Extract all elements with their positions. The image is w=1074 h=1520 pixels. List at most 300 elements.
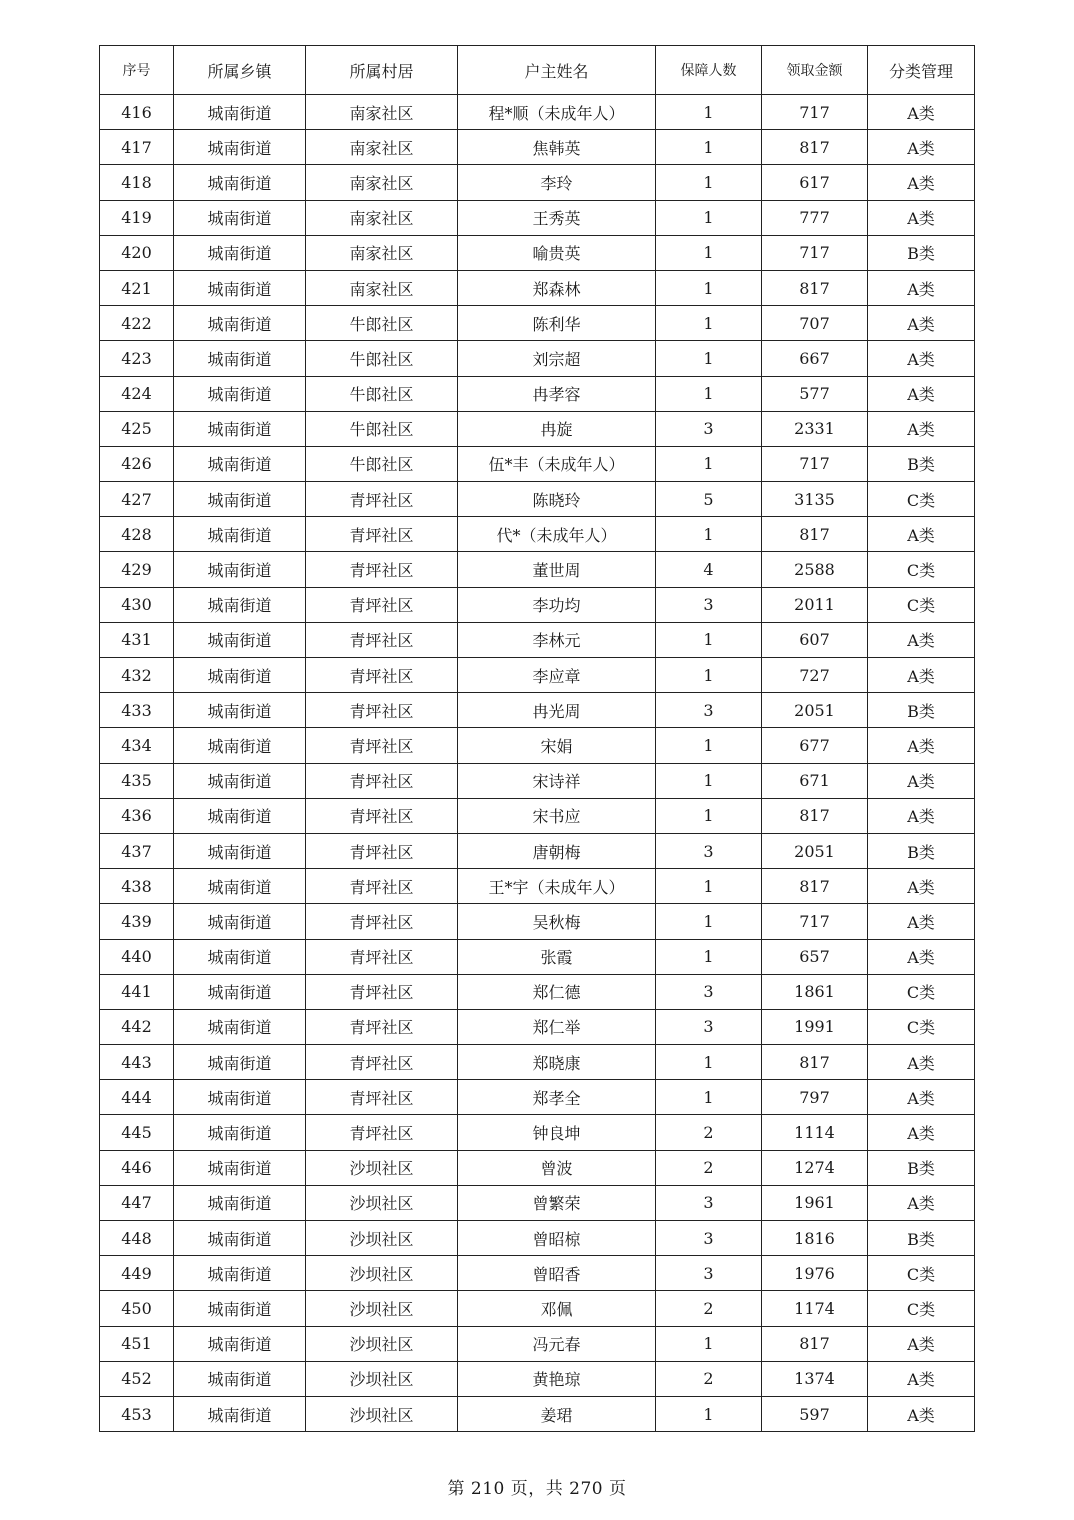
cell-township: 城南街道 <box>174 1291 306 1326</box>
cell-category: B类 <box>868 693 975 728</box>
cell-serial: 450 <box>100 1291 174 1326</box>
table-row <box>100 974 975 1009</box>
cell-village: 青坪社区 <box>306 587 458 622</box>
cell-covered-persons: 1 <box>656 728 762 763</box>
cell-village: 沙坝社区 <box>306 1361 458 1396</box>
col-header-village: 所属村居 <box>306 46 458 95</box>
cell-serial: 442 <box>100 1009 174 1044</box>
header-row <box>100 46 975 95</box>
table-row <box>100 446 975 481</box>
table-row <box>100 341 975 376</box>
cell-category: A类 <box>868 763 975 798</box>
table-row <box>100 270 975 305</box>
cell-covered-persons: 2 <box>656 1291 762 1326</box>
cell-township: 城南街道 <box>174 763 306 798</box>
cell-covered-persons: 3 <box>656 411 762 446</box>
cell-covered-persons: 3 <box>656 1009 762 1044</box>
cell-category: C类 <box>868 482 975 517</box>
cell-village: 牛郎社区 <box>306 446 458 481</box>
cell-township: 城南街道 <box>174 1256 306 1291</box>
cell-category: A类 <box>868 622 975 657</box>
table-row <box>100 376 975 411</box>
cell-village: 牛郎社区 <box>306 376 458 411</box>
cell-amount: 607 <box>762 622 868 657</box>
cell-amount: 717 <box>762 446 868 481</box>
cell-category: A类 <box>868 376 975 411</box>
table-row <box>100 833 975 868</box>
cell-village: 沙坝社区 <box>306 1150 458 1185</box>
cell-amount: 727 <box>762 658 868 693</box>
cell-serial: 416 <box>100 95 174 130</box>
cell-category: A类 <box>868 165 975 200</box>
table-row <box>100 1256 975 1291</box>
cell-village: 沙坝社区 <box>306 1396 458 1431</box>
table-row <box>100 130 975 165</box>
cell-village: 青坪社区 <box>306 869 458 904</box>
col-header-serial: 序号 <box>100 46 174 95</box>
cell-village: 牛郎社区 <box>306 411 458 446</box>
cell-householder: 郑仁德 <box>458 974 656 1009</box>
table-body <box>100 95 975 1432</box>
cell-amount: 597 <box>762 1396 868 1431</box>
cell-township: 城南街道 <box>174 235 306 270</box>
cell-householder: 伍*丰（未成年人） <box>458 446 656 481</box>
cell-serial: 436 <box>100 798 174 833</box>
cell-category: A类 <box>868 306 975 341</box>
cell-serial: 434 <box>100 728 174 763</box>
cell-covered-persons: 5 <box>656 482 762 517</box>
cell-village: 沙坝社区 <box>306 1256 458 1291</box>
cell-covered-persons: 1 <box>656 1326 762 1361</box>
cell-covered-persons: 1 <box>656 376 762 411</box>
cell-township: 城南街道 <box>174 552 306 587</box>
cell-township: 城南街道 <box>174 904 306 939</box>
cell-householder: 冯元春 <box>458 1326 656 1361</box>
cell-amount: 2051 <box>762 693 868 728</box>
cell-village: 青坪社区 <box>306 833 458 868</box>
cell-covered-persons: 1 <box>656 235 762 270</box>
cell-covered-persons: 1 <box>656 446 762 481</box>
cell-serial: 423 <box>100 341 174 376</box>
cell-covered-persons: 1 <box>656 270 762 305</box>
cell-amount: 2331 <box>762 411 868 446</box>
cell-serial: 429 <box>100 552 174 587</box>
cell-covered-persons: 1 <box>656 1045 762 1080</box>
cell-covered-persons: 3 <box>656 1256 762 1291</box>
col-header-township: 所属乡镇 <box>174 46 306 95</box>
col-header-category: 分类管理 <box>868 46 975 95</box>
table-row <box>100 1115 975 1150</box>
cell-householder: 喻贵英 <box>458 235 656 270</box>
cell-amount: 3135 <box>762 482 868 517</box>
table-row <box>100 1361 975 1396</box>
table-row <box>100 165 975 200</box>
cell-township: 城南街道 <box>174 974 306 1009</box>
cell-householder: 李功均 <box>458 587 656 622</box>
cell-category: A类 <box>868 1361 975 1396</box>
table-row <box>100 904 975 939</box>
cell-village: 青坪社区 <box>306 763 458 798</box>
cell-township: 城南街道 <box>174 1396 306 1431</box>
table-row <box>100 658 975 693</box>
table-row <box>100 1291 975 1326</box>
cell-amount: 817 <box>762 1045 868 1080</box>
cell-amount: 1374 <box>762 1361 868 1396</box>
cell-amount: 577 <box>762 376 868 411</box>
cell-township: 城南街道 <box>174 1045 306 1080</box>
cell-amount: 707 <box>762 306 868 341</box>
cell-amount: 817 <box>762 130 868 165</box>
cell-householder: 郑仁举 <box>458 1009 656 1044</box>
cell-householder: 张霞 <box>458 939 656 974</box>
cell-householder: 曾繁荣 <box>458 1185 656 1220</box>
cell-covered-persons: 3 <box>656 1221 762 1256</box>
cell-householder: 程*顺（未成年人） <box>458 95 656 130</box>
cell-householder: 宋诗祥 <box>458 763 656 798</box>
cell-township: 城南街道 <box>174 1326 306 1361</box>
cell-amount: 717 <box>762 235 868 270</box>
cell-village: 南家社区 <box>306 270 458 305</box>
cell-serial: 433 <box>100 693 174 728</box>
cell-householder: 姜珺 <box>458 1396 656 1431</box>
cell-householder: 曾昭香 <box>458 1256 656 1291</box>
table-row <box>100 1080 975 1115</box>
cell-covered-persons: 1 <box>656 939 762 974</box>
cell-category: C类 <box>868 1291 975 1326</box>
cell-amount: 1961 <box>762 1185 868 1220</box>
table-row <box>100 306 975 341</box>
cell-covered-persons: 1 <box>656 904 762 939</box>
cell-village: 沙坝社区 <box>306 1221 458 1256</box>
cell-serial: 441 <box>100 974 174 1009</box>
cell-householder: 郑森林 <box>458 270 656 305</box>
cell-village: 南家社区 <box>306 165 458 200</box>
cell-covered-persons: 3 <box>656 974 762 1009</box>
cell-serial: 437 <box>100 833 174 868</box>
cell-covered-persons: 2 <box>656 1150 762 1185</box>
cell-amount: 1114 <box>762 1115 868 1150</box>
table-row <box>100 1150 975 1185</box>
cell-serial: 452 <box>100 1361 174 1396</box>
cell-serial: 430 <box>100 587 174 622</box>
cell-township: 城南街道 <box>174 1185 306 1220</box>
cell-township: 城南街道 <box>174 411 306 446</box>
cell-township: 城南街道 <box>174 130 306 165</box>
table-header <box>100 46 975 95</box>
col-header-amount: 领取金额 <box>762 46 868 95</box>
cell-village: 青坪社区 <box>306 939 458 974</box>
cell-householder: 宋书应 <box>458 798 656 833</box>
cell-village: 牛郎社区 <box>306 341 458 376</box>
cell-village: 青坪社区 <box>306 974 458 1009</box>
cell-serial: 440 <box>100 939 174 974</box>
cell-householder: 郑孝全 <box>458 1080 656 1115</box>
cell-amount: 2588 <box>762 552 868 587</box>
cell-township: 城南街道 <box>174 587 306 622</box>
cell-covered-persons: 1 <box>656 1396 762 1431</box>
cell-village: 南家社区 <box>306 95 458 130</box>
cell-serial: 445 <box>100 1115 174 1150</box>
cell-category: A类 <box>868 939 975 974</box>
cell-covered-persons: 1 <box>656 1080 762 1115</box>
table-row <box>100 517 975 552</box>
cell-amount: 1976 <box>762 1256 868 1291</box>
cell-serial: 439 <box>100 904 174 939</box>
cell-township: 城南街道 <box>174 869 306 904</box>
cell-amount: 1174 <box>762 1291 868 1326</box>
cell-serial: 417 <box>100 130 174 165</box>
cell-householder: 代*（未成年人） <box>458 517 656 552</box>
cell-township: 城南街道 <box>174 1150 306 1185</box>
cell-category: C类 <box>868 974 975 1009</box>
cell-serial: 451 <box>100 1326 174 1361</box>
cell-village: 青坪社区 <box>306 798 458 833</box>
table-row <box>100 200 975 235</box>
cell-village: 青坪社区 <box>306 1009 458 1044</box>
cell-serial: 428 <box>100 517 174 552</box>
cell-covered-persons: 1 <box>656 200 762 235</box>
cell-householder: 唐朝梅 <box>458 833 656 868</box>
cell-category: B类 <box>868 1221 975 1256</box>
cell-householder: 宋娟 <box>458 728 656 763</box>
cell-category: A类 <box>868 798 975 833</box>
cell-category: C类 <box>868 1009 975 1044</box>
cell-township: 城南街道 <box>174 728 306 763</box>
cell-township: 城南街道 <box>174 693 306 728</box>
table-row <box>100 763 975 798</box>
cell-serial: 426 <box>100 446 174 481</box>
cell-amount: 1816 <box>762 1221 868 1256</box>
cell-serial: 424 <box>100 376 174 411</box>
cell-township: 城南街道 <box>174 658 306 693</box>
cell-township: 城南街道 <box>174 1115 306 1150</box>
cell-amount: 2051 <box>762 833 868 868</box>
cell-category: A类 <box>868 517 975 552</box>
cell-category: A类 <box>868 1326 975 1361</box>
cell-serial: 447 <box>100 1185 174 1220</box>
cell-serial: 435 <box>100 763 174 798</box>
table-row <box>100 1221 975 1256</box>
cell-amount: 817 <box>762 517 868 552</box>
cell-village: 沙坝社区 <box>306 1326 458 1361</box>
cell-serial: 449 <box>100 1256 174 1291</box>
cell-householder: 陈晓玲 <box>458 482 656 517</box>
table-row <box>100 869 975 904</box>
cell-serial: 425 <box>100 411 174 446</box>
cell-covered-persons: 1 <box>656 763 762 798</box>
cell-householder: 钟良坤 <box>458 1115 656 1150</box>
cell-covered-persons: 1 <box>656 517 762 552</box>
cell-category: A类 <box>868 341 975 376</box>
cell-category: A类 <box>868 904 975 939</box>
cell-category: A类 <box>868 411 975 446</box>
cell-serial: 420 <box>100 235 174 270</box>
cell-householder: 董世周 <box>458 552 656 587</box>
cell-township: 城南街道 <box>174 341 306 376</box>
table-row <box>100 693 975 728</box>
cell-serial: 443 <box>100 1045 174 1080</box>
cell-village: 南家社区 <box>306 200 458 235</box>
cell-township: 城南街道 <box>174 165 306 200</box>
cell-category: A类 <box>868 728 975 763</box>
cell-township: 城南街道 <box>174 833 306 868</box>
table-row <box>100 235 975 270</box>
cell-village: 牛郎社区 <box>306 306 458 341</box>
cell-covered-persons: 2 <box>656 1361 762 1396</box>
cell-covered-persons: 3 <box>656 693 762 728</box>
cell-covered-persons: 1 <box>656 869 762 904</box>
beneficiary-table <box>99 45 975 1432</box>
cell-category: A类 <box>868 130 975 165</box>
cell-householder: 曾波 <box>458 1150 656 1185</box>
cell-amount: 817 <box>762 270 868 305</box>
cell-householder: 黄艳琼 <box>458 1361 656 1396</box>
cell-village: 青坪社区 <box>306 622 458 657</box>
cell-village: 青坪社区 <box>306 1080 458 1115</box>
cell-category: B类 <box>868 833 975 868</box>
cell-township: 城南街道 <box>174 1361 306 1396</box>
cell-category: C类 <box>868 552 975 587</box>
cell-category: A类 <box>868 1115 975 1150</box>
cell-amount: 717 <box>762 904 868 939</box>
cell-category: C类 <box>868 1256 975 1291</box>
cell-township: 城南街道 <box>174 270 306 305</box>
cell-category: A类 <box>868 1080 975 1115</box>
cell-village: 南家社区 <box>306 130 458 165</box>
cell-township: 城南街道 <box>174 939 306 974</box>
cell-amount: 817 <box>762 798 868 833</box>
cell-amount: 817 <box>762 869 868 904</box>
table-row <box>100 798 975 833</box>
cell-serial: 453 <box>100 1396 174 1431</box>
table-row <box>100 587 975 622</box>
cell-village: 青坪社区 <box>306 904 458 939</box>
cell-householder: 王*宇（未成年人） <box>458 869 656 904</box>
cell-amount: 671 <box>762 763 868 798</box>
cell-township: 城南街道 <box>174 376 306 411</box>
cell-category: A类 <box>868 1185 975 1220</box>
cell-serial: 418 <box>100 165 174 200</box>
cell-amount: 677 <box>762 728 868 763</box>
cell-township: 城南街道 <box>174 517 306 552</box>
table-row <box>100 95 975 130</box>
cell-village: 青坪社区 <box>306 552 458 587</box>
table-row <box>100 552 975 587</box>
cell-category: C类 <box>868 587 975 622</box>
cell-householder: 邓佩 <box>458 1291 656 1326</box>
cell-householder: 陈利华 <box>458 306 656 341</box>
cell-covered-persons: 2 <box>656 1115 762 1150</box>
cell-amount: 1274 <box>762 1150 868 1185</box>
cell-township: 城南街道 <box>174 798 306 833</box>
table-row <box>100 482 975 517</box>
cell-amount: 797 <box>762 1080 868 1115</box>
cell-covered-persons: 3 <box>656 1185 762 1220</box>
cell-category: A类 <box>868 200 975 235</box>
cell-township: 城南街道 <box>174 482 306 517</box>
cell-householder: 李玲 <box>458 165 656 200</box>
cell-covered-persons: 4 <box>656 552 762 587</box>
cell-householder: 郑晓康 <box>458 1045 656 1080</box>
cell-serial: 448 <box>100 1221 174 1256</box>
col-header-covered-persons: 保障人数 <box>656 46 762 95</box>
cell-village: 青坪社区 <box>306 517 458 552</box>
cell-covered-persons: 3 <box>656 833 762 868</box>
cell-householder: 冉孝容 <box>458 376 656 411</box>
cell-householder: 刘宗超 <box>458 341 656 376</box>
cell-amount: 657 <box>762 939 868 974</box>
cell-amount: 667 <box>762 341 868 376</box>
cell-village: 青坪社区 <box>306 1115 458 1150</box>
cell-category: A类 <box>868 270 975 305</box>
cell-householder: 王秀英 <box>458 200 656 235</box>
cell-serial: 427 <box>100 482 174 517</box>
cell-township: 城南街道 <box>174 1080 306 1115</box>
cell-village: 沙坝社区 <box>306 1185 458 1220</box>
cell-covered-persons: 1 <box>656 306 762 341</box>
cell-village: 青坪社区 <box>306 658 458 693</box>
table-row <box>100 1185 975 1220</box>
cell-township: 城南街道 <box>174 200 306 235</box>
cell-township: 城南街道 <box>174 622 306 657</box>
col-header-householder: 户主姓名 <box>458 46 656 95</box>
cell-village: 沙坝社区 <box>306 1291 458 1326</box>
cell-serial: 422 <box>100 306 174 341</box>
cell-serial: 419 <box>100 200 174 235</box>
cell-category: A类 <box>868 1396 975 1431</box>
cell-covered-persons: 1 <box>656 130 762 165</box>
cell-serial: 444 <box>100 1080 174 1115</box>
cell-category: A类 <box>868 658 975 693</box>
cell-householder: 焦韩英 <box>458 130 656 165</box>
cell-township: 城南街道 <box>174 95 306 130</box>
cell-township: 城南街道 <box>174 1009 306 1044</box>
cell-township: 城南街道 <box>174 1221 306 1256</box>
cell-covered-persons: 1 <box>656 341 762 376</box>
table-row <box>100 728 975 763</box>
cell-category: B类 <box>868 235 975 270</box>
cell-covered-persons: 1 <box>656 622 762 657</box>
cell-village: 南家社区 <box>306 235 458 270</box>
cell-amount: 817 <box>762 1326 868 1361</box>
page-number: 第 210 页，共 270 页 <box>447 1479 627 1499</box>
cell-householder: 李林元 <box>458 622 656 657</box>
table-row <box>100 411 975 446</box>
cell-householder: 冉旋 <box>458 411 656 446</box>
cell-covered-persons: 1 <box>656 95 762 130</box>
table-row <box>100 1045 975 1080</box>
cell-householder: 曾昭椋 <box>458 1221 656 1256</box>
cell-township: 城南街道 <box>174 446 306 481</box>
cell-serial: 432 <box>100 658 174 693</box>
table-row <box>100 1009 975 1044</box>
cell-township: 城南街道 <box>174 306 306 341</box>
cell-covered-persons: 1 <box>656 798 762 833</box>
table-row <box>100 1326 975 1361</box>
table-row <box>100 622 975 657</box>
cell-covered-persons: 3 <box>656 587 762 622</box>
cell-category: A类 <box>868 869 975 904</box>
table-row <box>100 939 975 974</box>
cell-householder: 吴秋梅 <box>458 904 656 939</box>
cell-category: A类 <box>868 95 975 130</box>
cell-covered-persons: 1 <box>656 658 762 693</box>
cell-village: 青坪社区 <box>306 693 458 728</box>
cell-amount: 717 <box>762 95 868 130</box>
cell-householder: 冉光周 <box>458 693 656 728</box>
cell-category: B类 <box>868 1150 975 1185</box>
cell-amount: 1861 <box>762 974 868 1009</box>
